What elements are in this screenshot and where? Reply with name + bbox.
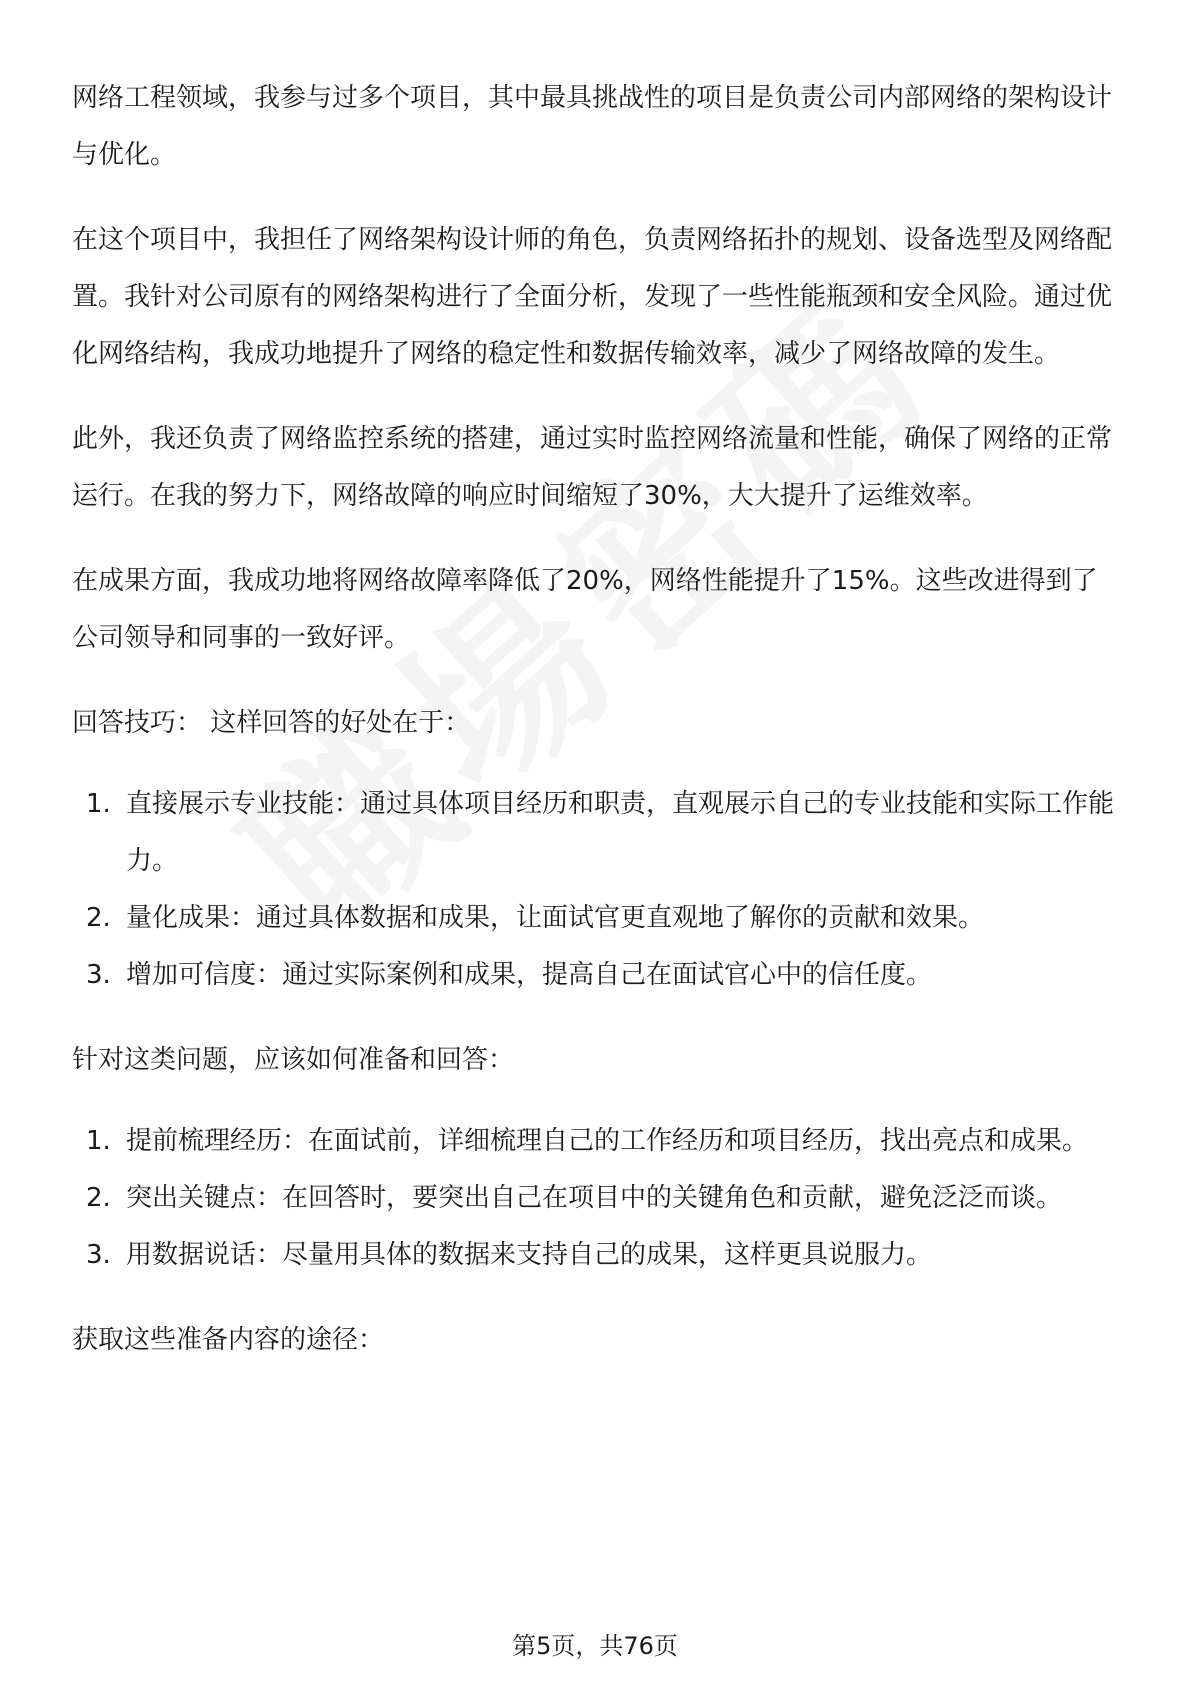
list-number: 2. [86,1183,111,1213]
tips-heading: 回答技巧： 这样回答的好处在于： [72,708,471,738]
closing-heading: 获取这些准备内容的途径： [72,1325,385,1355]
paragraph-results: 在成果方面，我成功地将网络故障率降低了20%，网络性能提升了15%。这些改进得到了公司领导和同事的一致好评。 [72,566,1098,653]
list-text: 提前梳理经历：在面试前，详细梳理自己的工作经历和项目经历，找出亮点和成果。 [126,1126,1089,1156]
tips-list [72,776,1122,1004]
list-text: 增加可信度：通过实际案例和成果，提高自己在面试官心中的信任度。 [126,960,933,990]
list-text: 直接展示专业技能：通过具体项目经历和职责，直观展示自己的专业技能和实际工作能力。 [126,789,1115,876]
list-text: 量化成果：通过具体数据和成果，让面试官更直观地了解你的贡献和效果。 [126,903,985,933]
prep-list [72,1113,1122,1284]
list-text: 突出关键点：在回答时，要突出自己在项目中的关键角色和贡献，避免泛泛而谈。 [126,1183,1063,1213]
paragraph-intro: 网络工程领域，我参与过多个项目，其中最具挑战性的项目是负责公司内部网络的架构设计与优化。 [72,83,1113,170]
list-number: 1. [86,1126,111,1156]
list-number: 3. [86,960,111,990]
list-item [72,1227,1122,1284]
paragraph-monitoring: 此外，我还负责了网络监控系统的搭建，通过实时监控网络流量和性能，确保了网络的正常运行。在我的努力下，网络故障的响应时间缩短了30%，大大提升了运维效率。 [72,424,1113,511]
list-number: 2. [86,903,111,933]
prep-heading: 针对这类问题，应该如何准备和回答： [72,1045,515,1075]
list-number: 1. [86,789,111,819]
page-number: 第5页，共76页 [512,1632,678,1660]
list-item [72,1113,1122,1170]
list-text: 用数据说话：尽量用具体的数据来支持自己的成果，这样更具说服力。 [126,1240,933,1270]
paragraph-role: 在这个项目中，我担任了网络架构设计师的角色，负责网络拓扑的规划、设备选型及网络配置。我针对公司原有的网络架构进行了全面分析，发现了一些性能瓶颈和安全风险。通过优化网络结构，我成功地提升了网络的稳定性和数据传输效率，减少了网络故障的发生。 [72,225,1113,369]
list-number: 3. [86,1240,111,1270]
list-item [72,890,1122,947]
list-item [72,776,1122,890]
list-item [72,1170,1122,1227]
list-item [72,947,1122,1004]
page-content [72,70,1122,1397]
